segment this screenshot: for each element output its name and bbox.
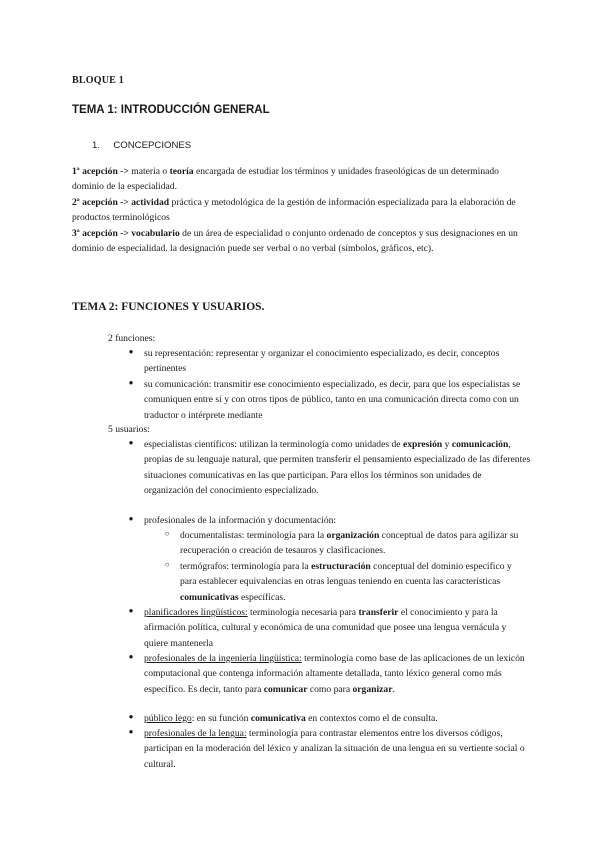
item-keyword: organización [326, 530, 380, 541]
usuarios-heading: 5 usuarios: [108, 424, 150, 435]
bullet-icon: ● [128, 438, 134, 447]
sub-bullet-icon: ○ [164, 560, 170, 569]
section-number: 1. [92, 140, 101, 151]
item-text: documentalistas: terminología para la [180, 530, 327, 541]
item-text: : en su función [191, 713, 251, 724]
item-text: como para [307, 683, 353, 695]
bullet-icon: ● [128, 652, 134, 661]
acepcion-1 [72, 164, 532, 195]
subusuario-documentalistas [180, 528, 530, 559]
item-keyword: transferir [358, 607, 399, 618]
tema2-title: TEMA 2: FUNCIONES Y USUARIOS. [72, 301, 265, 313]
funcion-representacion: su representación: representar y organizar el conocimiento especializado, es decir, conceptos pertinentes [144, 348, 500, 375]
item-text: específicas. [238, 591, 286, 603]
usuario-planificadores [144, 605, 528, 651]
item-label: profesionales de la lengua: [144, 728, 247, 739]
item-text: terminología como base de las aplicaciones de un lexicón computacional que contenga información altamente detallada, tanto léxico general como más específico. Es decir, tanto para [144, 653, 525, 695]
item-text: conceptual de datos para agilizar su recuperación o creación de tesauros y clasificaciones. [180, 530, 519, 557]
usuario-cientificos [144, 437, 532, 499]
item-text: , propias de su lenguaje natural, que permiten transferir el pensamiento especializado de las diferentes situaciones comunicativas en las que participan. Para ellos los términos son unidades de organización del conocimiento especializado. [144, 439, 531, 497]
bullet-icon: ● [128, 727, 134, 736]
item-text: y [442, 439, 452, 450]
item-text: el conocimiento y para la afirmación política, cultural y económica de una comunidad que posee una lengua vernácula y quiere mantenerla [144, 607, 507, 649]
item-keyword: comunicativas [180, 591, 239, 603]
item-text: conceptual del dominio específico y para establecer equivalencias en otras lenguas teniendo en cuenta las características [180, 561, 512, 588]
bullet-icon: ● [128, 712, 134, 721]
bullet-icon: ● [128, 514, 134, 523]
item-label: profesionales de la ingeniería lingüística: [144, 653, 302, 664]
usuario-publico-lego [144, 711, 528, 726]
section-title: CONCEPCIONES [113, 140, 192, 151]
sub-bullet-icon: ○ [164, 529, 170, 538]
tema1-title: TEMA 1: INTRODUCCIÓN GENERAL [72, 104, 270, 116]
usuario-ingenieria [144, 651, 532, 697]
item-text: termógrafos: terminología para la [180, 561, 312, 572]
item-keyword: comunicativa [250, 713, 306, 724]
bullet-icon: ● [128, 378, 134, 387]
acepcion-text: de un área de especialidad o conjunto ordenado de conceptos y sus designaciones en un dominio de especialidad. la designación puede ser verbal o no verbal (símbolos, gráficos, etc). [72, 227, 518, 255]
item-text: . [392, 683, 395, 695]
acepcion-2 [72, 195, 532, 226]
acepciones-paragraph [72, 164, 532, 256]
item-label: público lego [144, 713, 192, 724]
acepcion-label: 2ª acepción -> [72, 196, 129, 208]
item-text: terminología para contrastar elementos entre los diversos códigos, participan en la moderación del léxico y analizan la situación de una lengua en su vertiente social o cultural. [144, 728, 525, 770]
acepcion-keyword: vocabulario [131, 227, 180, 239]
item-text: en contextos como el de consulta. [305, 713, 438, 724]
item-text: terminología necesaria para [247, 607, 359, 618]
item-keyword: estructuración [311, 561, 371, 572]
subusuario-terminografos [180, 559, 530, 605]
item-keyword: comunicación [451, 439, 509, 450]
funcion-comunicacion: su comunicación: transmitir ese conocimiento especializado, es decir, para que los especialistas se comuniquen entre sí y con otros tipos de público, tanto en una comunicación directa como con un traductor o intérprete mediante [144, 379, 521, 421]
item-keyword: comunicar [263, 683, 308, 695]
acepcion-keyword: actividad [131, 196, 170, 208]
item-keyword: expresión [402, 439, 443, 450]
block-heading: BLOQUE 1 [72, 75, 124, 86]
acepcion-3 [72, 226, 532, 257]
bullet-icon: ● [128, 347, 134, 356]
acepcion-label: 3ª acepción -> [72, 227, 129, 239]
acepcion-label: 1ª acepción -> [72, 166, 129, 177]
usuario-profesionales-informacion: profesionales de la información y documentación: [144, 515, 337, 526]
funciones-heading: 2 funciones: [108, 333, 156, 344]
section-heading [92, 138, 392, 153]
acepcion-text: encargada de estudiar los términos y unidades fraseológicas de un determinado dominio de la especialidad. [72, 166, 499, 193]
item-label: planificadores lingüísticos: [144, 607, 248, 618]
usuario-profesionales-lengua [144, 726, 528, 772]
acepcion-text: materia o [128, 166, 170, 177]
item-keyword: organizar [352, 683, 393, 695]
acepcion-keyword: teoría [169, 166, 194, 177]
bullet-icon: ● [128, 606, 134, 615]
acepcion-text: práctica y metodológica de la gestión de información especializada para la elaboración de productos terminológicos [72, 196, 516, 224]
item-text: especialistas científicos: utilizan la terminología como unidades de [144, 439, 403, 450]
